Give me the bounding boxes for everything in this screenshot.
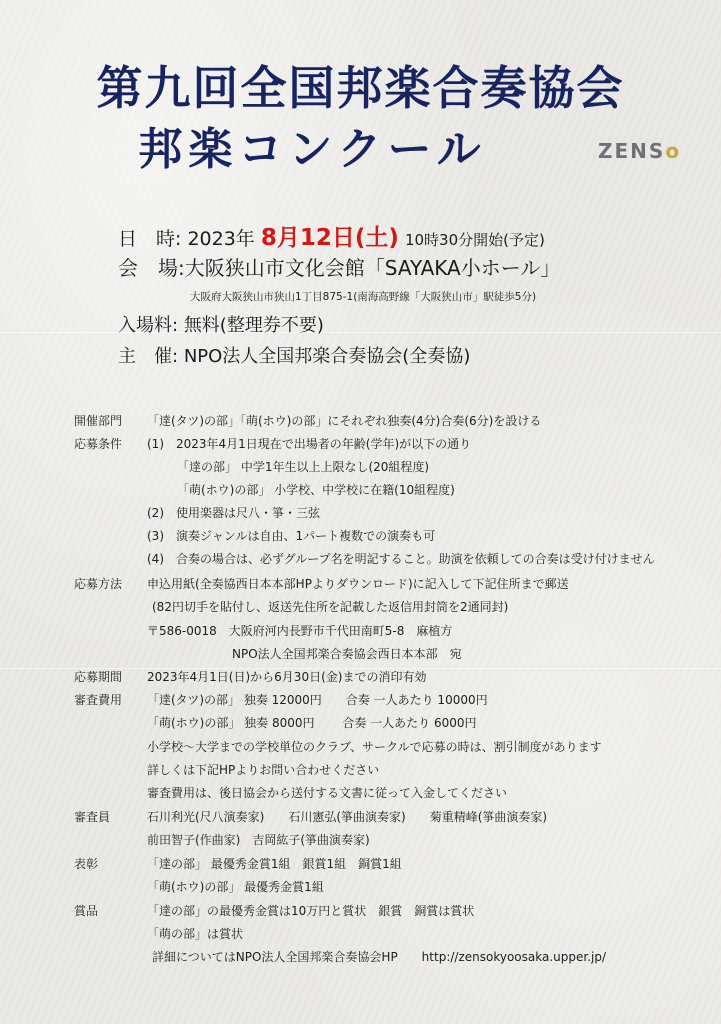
event-date: 8月12日(土) [260, 225, 399, 251]
review-fee-label: 審査費用 [74, 693, 123, 707]
award-2: 「萌(ホウ)の部」 最優秀金賞1組 [147, 880, 324, 894]
review-fee-2: 「萌(ホウ)の部」 独奏 8000円 合奏 一人あたり 6000円 [147, 716, 477, 730]
start-time: 10時30分開始(予定) [404, 231, 545, 249]
conditions-label: 応募条件 [74, 437, 123, 451]
review-fee-3: 小学校～大学までの学校単位のクラブ、サークルで応募の時は、割引制度があります [147, 740, 602, 754]
prize-3: 詳細についてはNPO法人全国邦楽合奏協会HP http://zensokyoosaka.upper.jp/ [152, 950, 607, 964]
method-4: NPO法人全国邦楽合奏協会西日本本部 宛 [232, 647, 462, 661]
method-1: 申込用紙(全奏協西日本本部HPよりダウンロード)に記入して下記住所まで郵送 [147, 577, 569, 591]
period-text: 2023年4月1日(日)から6月30日(金)までの消印有効 [147, 670, 427, 684]
host-value: NPO法人全国邦楽合奏協会(全奏協) [183, 346, 471, 367]
date-row [118, 219, 545, 252]
condition-1b: 「萌(ホウ)の部」 小学校、中学校に在籍(10組程度) [177, 483, 455, 497]
prize-label: 賞品 [74, 904, 99, 918]
venue-label: 会 場: [118, 256, 185, 280]
review-fee-5: 審査費用は、後日協会から送付する文書に従って入金してください [147, 786, 508, 800]
title-line-1: 第九回全国邦楽合奏協会 [96, 61, 625, 115]
condition-1a: 「達の部」 中学1年生以上上限なし(20組程度) [177, 460, 430, 474]
title-line-2: 邦楽コンクール [138, 124, 487, 175]
divisions-label: 開催部門 [74, 414, 123, 428]
fee-value: 無料(整理券不要) [183, 315, 324, 336]
zenso-logo: ZENSo [598, 139, 682, 163]
period-label: 応募期間 [74, 670, 123, 684]
condition-1: (1) 2023年4月1日現在で出場者の年齢(学年)が以下の通り [147, 437, 472, 451]
date-year: 2023年 [187, 228, 255, 250]
divisions-text: 「達(タツ)の部」「萌(ホウ)の部」にそれぞれ独奏(4分)合奏(6分)を設ける [147, 414, 542, 428]
award-1: 「達の部」 最優秀金賞1組 銀賞1組 銅賞1組 [147, 857, 402, 871]
review-fee-1: 「達(タツ)の部」 独奏 12000円 合奏 一人あたり 10000円 [147, 693, 488, 707]
method-label: 応募方法 [74, 577, 123, 591]
method-3: 〒586-0018 大阪府河内長野市千代田南町5-8 麻植方 [147, 624, 453, 638]
prize-2: 「萌の部」は賞状 [147, 927, 244, 941]
judges-2: 前田智子(作曲家) 吉岡紘子(箏曲演奏家) [147, 833, 370, 847]
review-fee-4: 詳しくは下記HPよりお問い合わせください [147, 763, 380, 777]
condition-4: (4) 合奏の場合は、必ずグループ名を明記すること。助演を依頼しての合奏は受け付けません [147, 552, 655, 566]
host-row [118, 342, 470, 368]
condition-2: (2) 使用楽器は尺八・箏・三弦 [147, 506, 320, 520]
judges-1: 石川利光(尺八演奏家) 石川憲弘(箏曲演奏家) 菊重精峰(箏曲演奏家) [147, 810, 548, 824]
judges-label: 審査員 [74, 810, 111, 824]
method-2: (82円切手を貼付し、返送先住所を記載した返信用封筒を2通同封) [152, 600, 509, 614]
host-label: 主 催: [118, 346, 179, 367]
venue-address: 大阪府大阪狭山市狭山1丁目875-1(南海高野線「大阪狭山市」駅徒歩5分) [190, 291, 537, 303]
condition-3: (3) 演奏ジャンルは自由、1パート複数での演奏も可 [147, 529, 436, 543]
award-label: 表彰 [74, 857, 99, 871]
date-label: 日 時: [118, 228, 182, 250]
venue-row [118, 252, 560, 281]
fee-row [118, 311, 324, 337]
fee-label: 入場料: [118, 315, 179, 336]
prize-1: 「達の部」の最優秀金賞は10万円と賞状 銀賞 銅賞は賞状 [147, 904, 475, 918]
venue-name: 大阪狭山市文化会館「SAYAKA小ホール」 [184, 256, 561, 280]
